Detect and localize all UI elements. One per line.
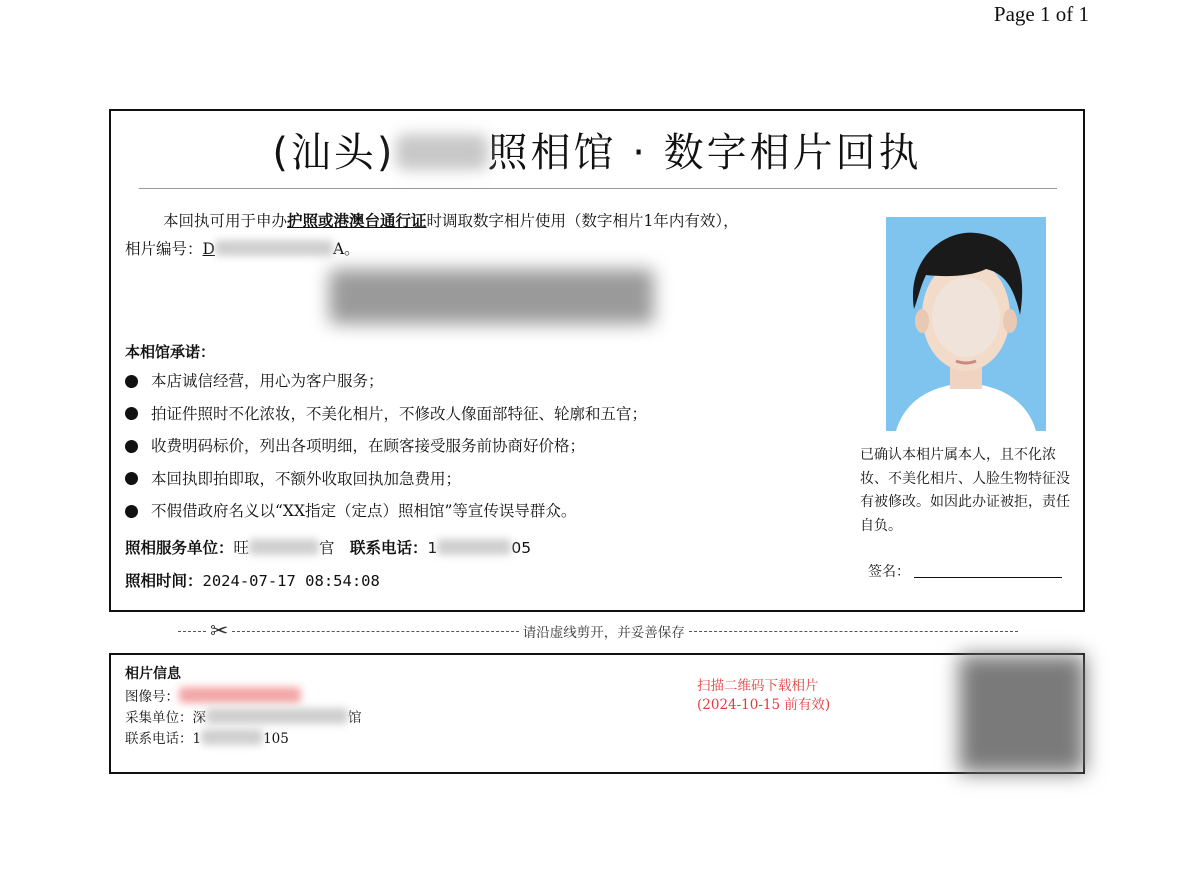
pledge-text: 收费明码标价，列出各项明细，在顾客接受服务前协商好价格；: [151, 437, 586, 455]
list-item: [125, 365, 647, 398]
qr-code[interactable]: [959, 655, 1085, 773]
info-phone-row: [125, 727, 289, 747]
pledge-heading: 本相馆承诺：: [125, 343, 216, 361]
title-prefix: (汕头): [272, 130, 396, 176]
service-unit-start: 旺: [233, 539, 250, 557]
signature-label: 签名：: [868, 564, 910, 580]
qr-hint: [697, 677, 830, 715]
service-unit-line: [125, 536, 531, 558]
collection-unit-end: 馆: [348, 710, 362, 726]
time-value: 2024-07-17 08:54:08: [202, 572, 380, 590]
phone-end: 05: [511, 539, 532, 557]
bullet-icon: [125, 472, 138, 485]
list-item: [125, 430, 647, 463]
signature-line: [914, 577, 1062, 578]
document-type-link: 护照或港澳台通行证: [287, 212, 427, 230]
collection-unit-label: 采集单位：: [125, 710, 193, 726]
bullet-icon: [125, 407, 138, 420]
redacted-phone: [437, 539, 511, 555]
bullet-icon: [125, 375, 138, 388]
qr-hint-line2: (2024-10-15 前有效): [697, 697, 831, 713]
title-suffix: 照相馆 · 数字相片回执: [487, 130, 922, 176]
portrait-image: [886, 217, 1046, 431]
redacted-info-phone: [201, 729, 263, 745]
image-number-row: [125, 685, 301, 705]
scissors-icon: ✂: [210, 618, 229, 644]
service-unit-label: 照相服务单位：: [125, 539, 234, 557]
signature-field: [868, 561, 1062, 581]
pledge-text: 不假借政府名义以“XX指定（定点）照相馆”等宣传误导群众。: [151, 502, 577, 520]
pledge-text: 本回执即拍即取，不额外收取回执加急费用；: [151, 469, 462, 488]
info-heading: 相片信息: [125, 666, 181, 682]
redacted-image-number: [179, 687, 301, 703]
pledge-list: [125, 365, 647, 528]
intro-before: 本回执可用于申办: [163, 212, 288, 230]
pledge-text: 拍证件照时不化浓妆，不美化相片，不修改人像面部特征、轮廓和五官；: [151, 404, 648, 423]
title-divider: [139, 188, 1057, 189]
page-number: Page 1 of 1: [993, 2, 1089, 26]
barcode: [329, 269, 654, 324]
collection-unit-start: 深: [192, 710, 206, 726]
digital-photo-receipt: [109, 109, 1085, 612]
bullet-icon: [125, 440, 138, 453]
list-item: [125, 463, 647, 496]
id-photo: [886, 217, 1046, 431]
dashed-line-mid: [232, 631, 518, 632]
image-number-label: 图像号：: [125, 689, 179, 705]
info-phone-end: 105: [263, 731, 289, 747]
service-unit-end: 官: [319, 539, 335, 557]
redacted-service-unit: [249, 539, 319, 555]
qr-hint-line1: 扫描二维码下载相片: [697, 678, 819, 694]
list-item: [125, 398, 647, 431]
phone-start: 1: [427, 539, 438, 557]
dashed-line-left: [178, 631, 206, 632]
receipt-title: [111, 121, 1083, 178]
collection-unit-row: [125, 706, 362, 726]
time-label: 照相时间：: [125, 572, 203, 590]
photo-time-line: [125, 569, 380, 591]
redacted-collection-unit: [206, 708, 348, 724]
photo-number-start: D: [202, 240, 215, 258]
photo-info-panel: [109, 653, 1085, 774]
redacted-studio-name: [396, 134, 488, 170]
list-item: [125, 495, 647, 528]
pledge-text: 本店诚信经营，用心为客户服务；: [151, 372, 384, 390]
intro-after: 时调取数字相片使用（数字相片1年内有效），: [426, 212, 739, 230]
dashed-line-right: [689, 631, 1018, 632]
bullet-icon: [125, 505, 138, 518]
cut-line: [178, 618, 1018, 644]
intro-paragraph: [125, 207, 865, 263]
cut-line-text: 请沿虚线剪开，并妥善保存: [522, 625, 685, 641]
phone-label: 联系电话：: [349, 539, 428, 557]
photo-number-label: 相片编号：: [125, 240, 203, 258]
info-phone-label: 联系电话：: [125, 731, 193, 747]
redacted-photo-number: [215, 240, 333, 256]
photo-number-end: A。: [332, 240, 360, 258]
confirmation-text: 已确认本相片属本人，且不化浓妆、不美化相片、人脸生物特征没有被修改。如因此办证被拒，责任自负。: [860, 447, 1070, 534]
info-phone-start: 1: [192, 731, 202, 747]
